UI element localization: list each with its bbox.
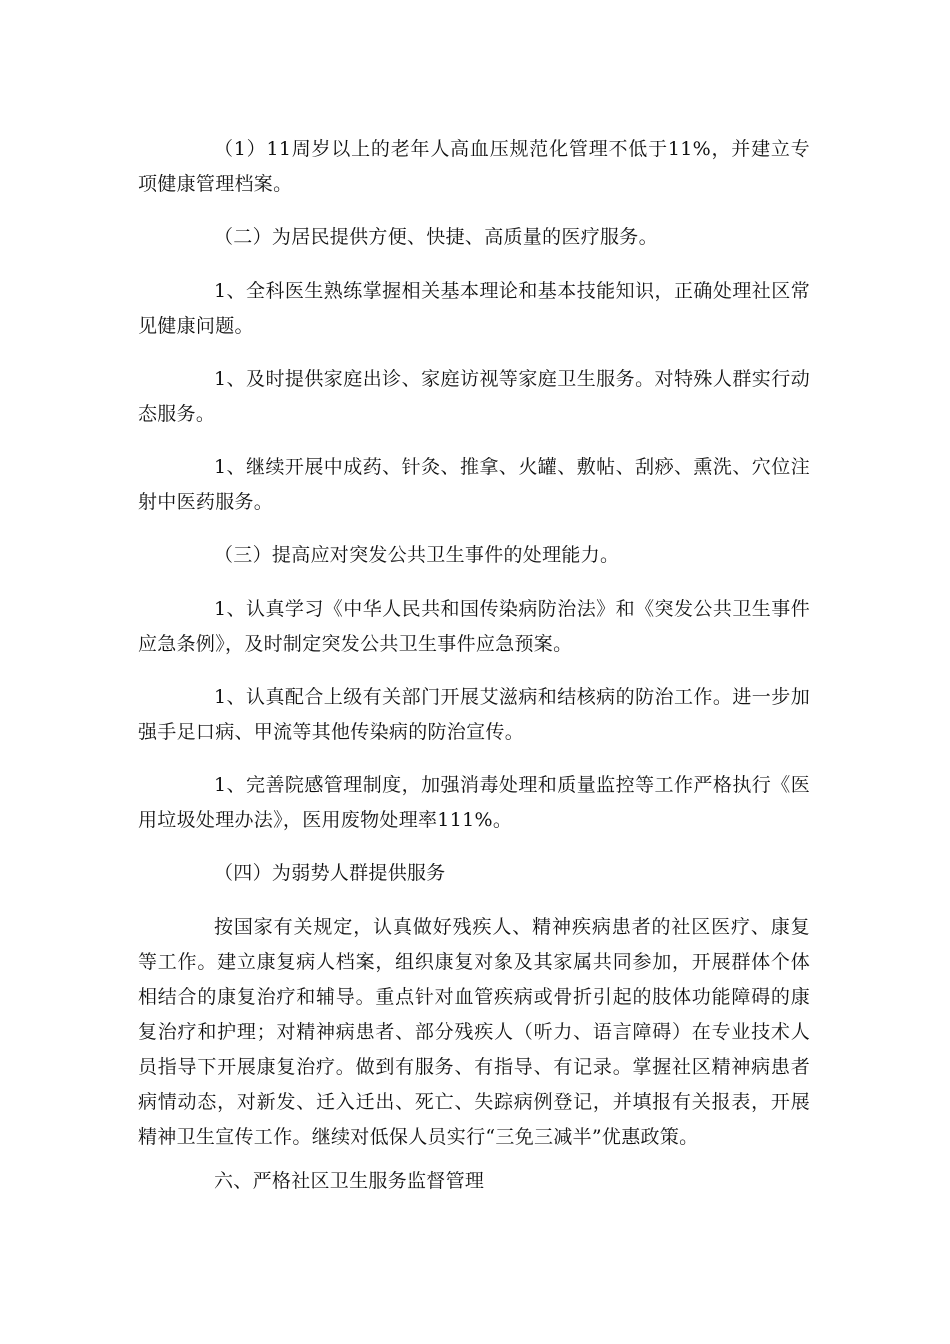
paragraph-elderly-hypertension: （1）11周岁以上的老年人高血压规范化管理不低于11%，并建立专项健康管理档案。 (138, 138, 810, 195)
paragraph-tcm-services: 1、继续开展中成药、针灸、推拿、火罐、敷帖、刮痧、熏洗、穴位注射中医药服务。 (138, 456, 810, 513)
heading-medical-services: （二）为居民提供方便、快捷、高质量的医疗服务。 (214, 226, 658, 248)
paragraph-rehabilitation: 按国家有关规定，认真做好残疾人、精神疾病患者的社区医疗、康复等工作。建立康复病人档案，组织康复对象及其家属共同参加，开展群体个体相结合的康复治疗和辅导。重点针对血管疾病或骨折引起的肢体功能障碍的康复治疗和护理；对精神病患者、部分残疾人（听力、语言障碍）在专业技术人员指导下开展康复治疗。做到有服务、有指导、有记录。掌握社区精神病患者病情动态，对新发、迁入迁出、死亡、失踪病例登记，并填报有关报表，开展精神卫生宣传工作。继续对低保人员实行“三免三减半”优惠政策。 (138, 916, 810, 1148)
paragraph-infectious-disease-law: 1、认真学习《中华人民共和国传染病防治法》和《突发公共卫生事件应急条例》，及时制定突发公共卫生事件应急预案。 (138, 598, 810, 655)
paragraph-hospital-infection: 1、完善院感管理制度，加强消毒处理和质量监控等工作严格执行《医用垃圾处理办法》，医用废物处理率111%。 (138, 774, 810, 831)
paragraph-aids-tb-prevention: 1、认真配合上级有关部门开展艾滋病和结核病的防治工作。进一步加强手足口病、甲流等其他传染病的防治宣传。 (138, 686, 810, 743)
heading-public-health-emergencies: （三）提高应对突发公共卫生事件的处理能力。 (214, 544, 620, 566)
heading-supervision: 六、严格社区卫生服务监督管理 (214, 1170, 485, 1192)
paragraph-home-visits: 1、及时提供家庭出诊、家庭访视等家庭卫生服务。对特殊人群实行动态服务。 (138, 368, 810, 425)
heading-vulnerable-groups: （四）为弱势人群提供服务 (214, 862, 446, 884)
paragraph-general-practitioners: 1、全科医生熟练掌握相关基本理论和基本技能知识，正确处理社区常见健康问题。 (138, 280, 810, 337)
